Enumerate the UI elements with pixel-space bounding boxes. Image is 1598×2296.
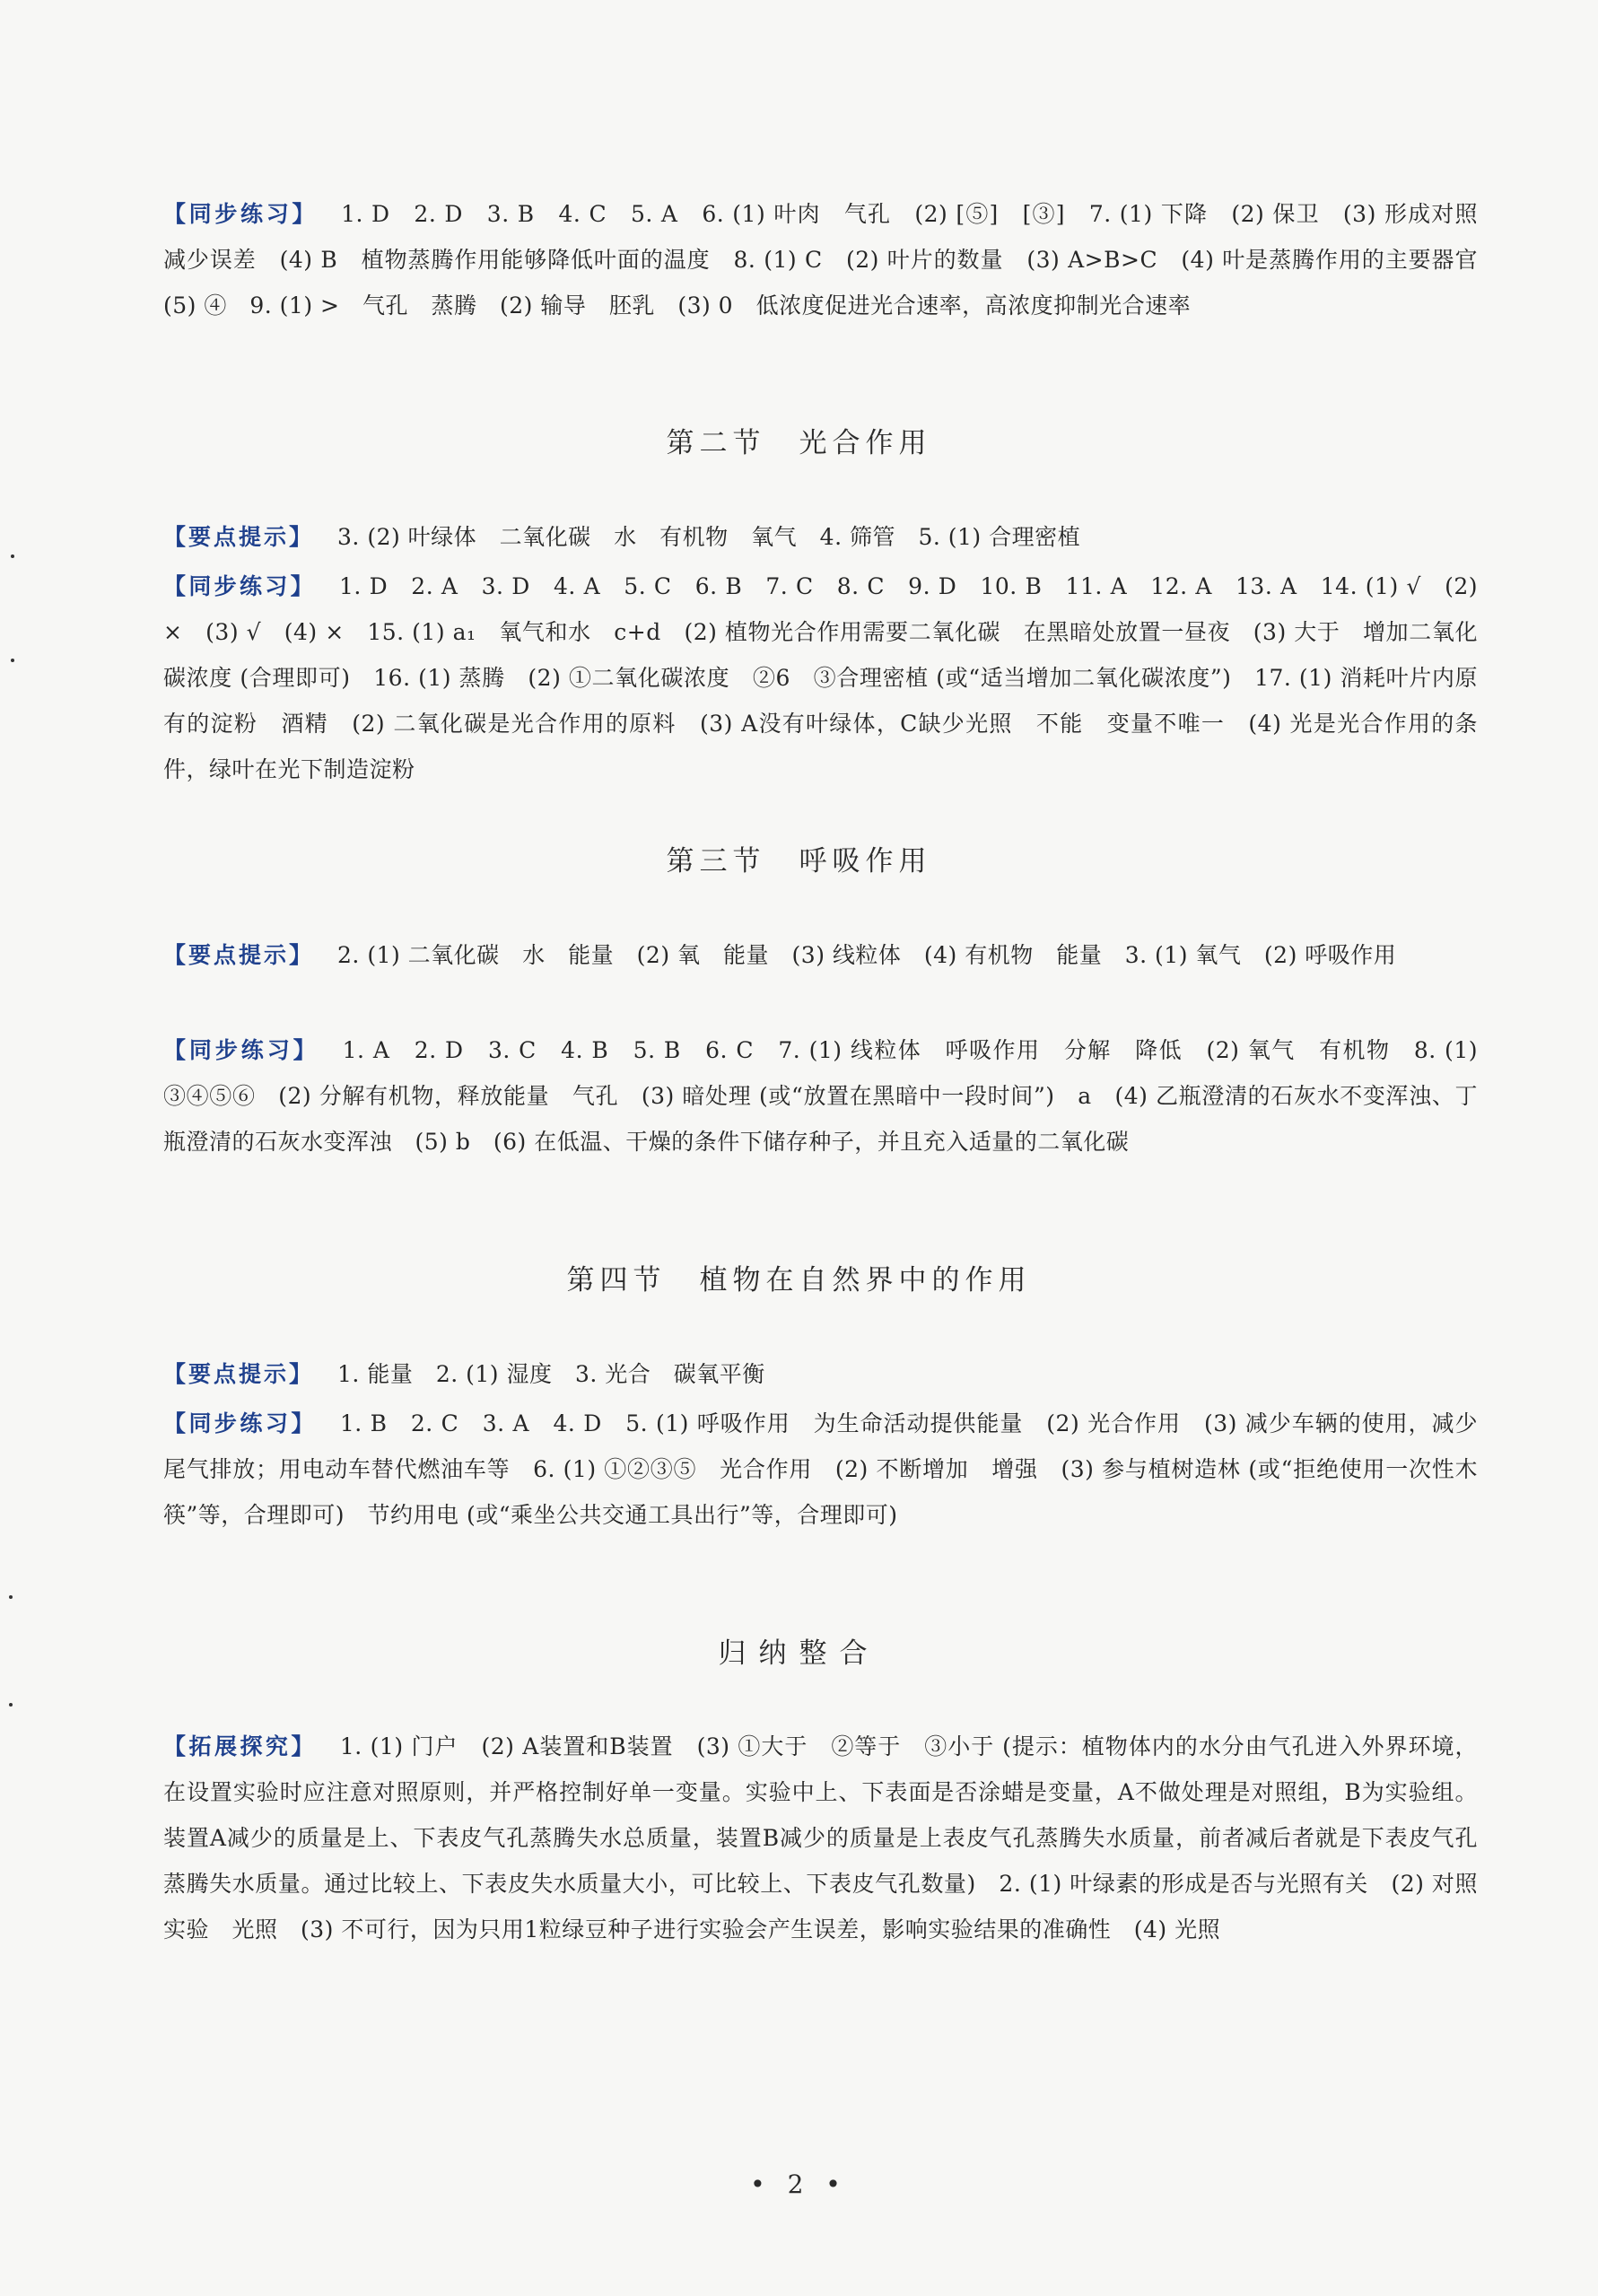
section-heading: 第二节 光合作用 [666, 427, 932, 459]
answer-text: 1. A 2. D 3. C 4. B 5. B 6. C 7. (1) 线粒体 呼吸作用 分解 降低 (2) 氧气 有机物 8. (1) ③④⑤⑥ (2) 分解有机物，释放能量 气孔 (3) 暗处理 (或“放置在黑暗中一段时间”) a (4) 乙瓶澄清的石灰水不变浑浊、丁瓶澄清的石灰水变浑浊 (5) b (6) 在低温、干燥的条件下储存种子，并且充入适量的二氧化碳 [163, 1037, 1478, 1155]
sync-exercise-paragraph [163, 191, 1501, 328]
extension-paragraph [163, 1724, 1478, 1952]
answer-text: 2. (1) 二氧化碳 水 能量 (2) 氧 能量 (3) 线粒体 (4) 有机物 能量 3. (1) 氧气 (2) 呼吸作用 [337, 942, 1397, 968]
answer-text: 1. (1) 门户 (2) A装置和B装置 (3) ①大于 ②等于 ③小于 (提示：植物体内的水分由气孔进入外界环境，在设置实验时应注意对照原则，并严格控制好单一变量。实验中上、下表面是否涂蜡是变量，A不做处理是对照组，B为实验组。装置A减少的质量是上、下表皮气孔蒸腾失水总质量，装置B减少的质量是上表皮气孔蒸腾失水质量，前者减后者就是下表皮气孔蒸腾失水质量。通过比较上、下表皮失水质量大小，可比较上、下表皮气孔数量) 2. (1) 叶绿素的形成是否与光照有关 (2) 对照实验 光照 (3) 不可行，因为只用1粒绿豆种子进行实验会产生误差，影响实验结果的准确性 (4) 光照 [163, 1733, 1478, 1942]
answer-text: 1. 能量 2. (1) 湿度 3. 光合 碳氧平衡 [337, 1361, 765, 1387]
sync-exercise-paragraph [163, 563, 1478, 792]
section-heading: 归纳整合 [718, 1637, 880, 1670]
section-tag: 【拓展探究】 [163, 1733, 317, 1759]
section-tag: 【同步练习】 [163, 573, 316, 599]
section-heading: 第四节 植物在自然界中的作用 [566, 1264, 1032, 1296]
margin-speck [11, 554, 14, 558]
section-tag: 【同步练习】 [163, 1037, 319, 1063]
margin-speck [9, 1703, 13, 1707]
answer-text: 1. B 2. C 3. A 4. D 5. (1) 呼吸作用 为生命活动提供能量 (2) 光合作用 (3) 减少车辆的使用，减少尾气排放；用电动车替代燃油车等 6. (1) ①②③⑤ 光合作用 (2) 不断增加 增强 (3) 参与植树造林 (或“拒绝使用一次性木筷”等，合理即可) 节约用电 (或“乘坐公共交通工具出行”等，合理即可) [163, 1410, 1478, 1528]
section-heading: 第三节 呼吸作用 [666, 845, 932, 877]
section-tag: 【同步练习】 [163, 201, 319, 227]
sync-exercise-paragraph [163, 1027, 1478, 1165]
margin-speck [11, 659, 14, 662]
section-tag: 【同步练习】 [163, 1410, 317, 1436]
answer-text: 1. D 2. D 3. B 4. C 5. A 6. (1) 叶肉 气孔 (2) [⑤] [③] 7. (1) 下降 (2) 保卫 (3) 形成对照 减少误差 (4) B 植物蒸腾作用能够降低叶面的温度 8. (1) C (2) 叶片的数量 (3) A>B>C (4) 叶是蒸腾作用的主要器官 (5) ④ 9. (1) > 气孔 蒸腾 (2) 输导 胚乳 (3) 0 低浓度促进光合速率，高浓度抑制光合速率 [163, 201, 1501, 319]
key-points-paragraph [163, 1351, 1478, 1397]
section-tag: 【要点提示】 [163, 942, 315, 968]
margin-speck [9, 1595, 13, 1599]
key-points-paragraph [163, 932, 1478, 978]
answer-text: 3. (2) 叶绿体 二氧化碳 水 有机物 氧气 4. 筛管 5. (1) 合理密植 [337, 524, 1081, 550]
sync-exercise-paragraph [163, 1401, 1478, 1538]
page-number: • 2 • [750, 2169, 848, 2199]
section-tag: 【要点提示】 [163, 524, 315, 550]
key-points-paragraph [163, 514, 1478, 560]
answer-text: 1. D 2. A 3. D 4. A 5. C 6. B 7. C 8. C 9. D 10. B 11. A 12. A 13. A 14. (1) √ (2) × (3) √ (4) × 15. (1) a₁ 氧气和水 c+d (2) 植物光合作用需要二氧化碳 在黑暗处放置一昼夜 (3) 大于 增加二氧化碳浓度 (合理即可) 16. (1) 蒸腾 (2) ①二氧化碳浓度 ②6 ③合理密植 (或“适当增加二氧化碳浓度”) 17. (1) 消耗叶片内原有的淀粉 酒精 (2) 二氧化碳是光合作用的原料 (3) A没有叶绿体，C缺少光照 不能 变量不唯一 (4) 光是光合作用的条件，绿叶在光下制造淀粉 [163, 573, 1478, 782]
section-tag: 【要点提示】 [163, 1361, 315, 1387]
